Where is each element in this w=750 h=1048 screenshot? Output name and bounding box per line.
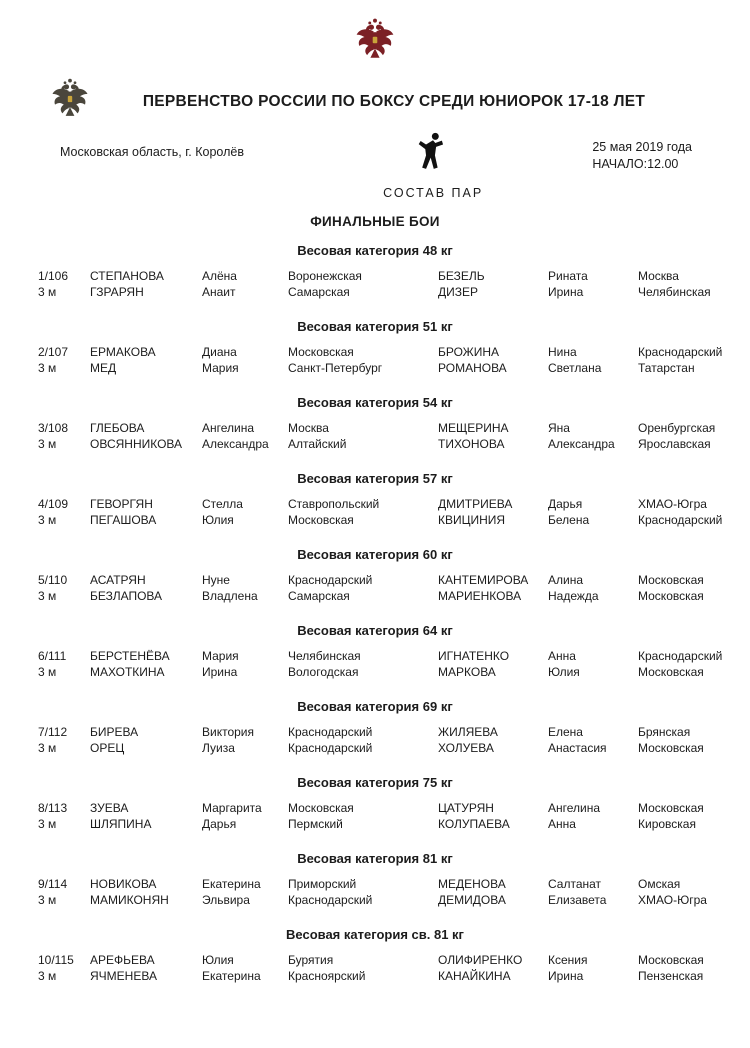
red-corner-region: Краснодарский [288, 893, 373, 907]
red-corner-region: Пермский [288, 817, 343, 831]
red-corner-region: Ставропольский [288, 497, 380, 511]
weight-category-title: Весовая категория 64 кг [297, 623, 453, 638]
categories-list [0, 241, 750, 984]
blue-corner-surname: ХОЛУЕВА [438, 741, 494, 755]
blue-corner-region: Московская [638, 573, 704, 587]
pair-row [0, 800, 750, 816]
title-row [0, 74, 750, 127]
red-corner-surname: ЕРМАКОВА [90, 345, 156, 359]
blue-corner-surname: ДИЗЕР [438, 285, 479, 299]
red-corner-firstname: Виктория [202, 725, 255, 739]
pair-row [0, 664, 750, 680]
blue-corner-firstname: Александра [548, 437, 615, 451]
bout-number: 9/114 [38, 877, 68, 891]
weight-category-title: Весовая категория 75 кг [297, 775, 453, 790]
pair-row [0, 952, 750, 968]
pair-row [0, 512, 750, 528]
blue-corner-firstname: Алина [548, 573, 584, 587]
red-corner-region: Москва [288, 421, 329, 435]
blue-corner-firstname: Анна [548, 649, 576, 663]
blue-corner-surname: КВИЦИНИЯ [438, 513, 506, 527]
category-rows [0, 344, 750, 376]
blue-corner-surname: ЦАТУРЯН [438, 801, 494, 815]
blue-corner-surname: ДЕМИДОВА [438, 893, 506, 907]
blue-corner-firstname: Анастасия [548, 741, 607, 755]
bout-number: 3 м [38, 893, 57, 907]
blue-corner-surname: ОЛИФИРЕНКО [438, 953, 523, 967]
blue-corner-firstname: Дарья [548, 497, 583, 511]
category-rows [0, 648, 750, 680]
red-corner-region: Московская [288, 513, 354, 527]
bout-number: 5/110 [38, 573, 68, 587]
bout-number: 3 м [38, 285, 57, 299]
blue-corner-surname: ИГНАТЕНКО [438, 649, 510, 663]
red-corner-firstname: Юлия [202, 953, 234, 967]
category-rows [0, 724, 750, 756]
weight-category-section [0, 243, 750, 300]
blue-corner-firstname: Елена [548, 725, 583, 739]
blue-corner-firstname: Ангелина [548, 801, 601, 815]
red-corner-region: Самарская [288, 285, 350, 299]
blue-corner-region: Краснодарский [638, 345, 723, 359]
red-corner-region: Бурятия [288, 953, 334, 967]
weight-category-title: Весовая категория 48 кг [297, 243, 453, 258]
blue-corner-region: Омская [638, 877, 681, 891]
blue-corner-region: Ярославская [638, 437, 711, 451]
bout-number: 3 м [38, 817, 57, 831]
weight-category-title: Весовая категория 57 кг [297, 471, 453, 486]
bout-number: 4/109 [38, 497, 69, 511]
bout-number: 3 м [38, 513, 57, 527]
bout-number: 3 м [38, 361, 57, 375]
red-corner-firstname: Луиза [202, 741, 235, 755]
blue-corner-region: Московская [638, 801, 704, 815]
blue-corner-surname: КАНАЙКИНА [438, 969, 511, 983]
weight-category-section [0, 623, 750, 680]
red-corner-surname: ОВСЯННИКОВА [90, 437, 183, 451]
blue-corner-region: Краснодарский [638, 649, 723, 663]
red-corner-surname: НОВИКОВА [90, 877, 157, 891]
weight-category-title: Весовая категория 69 кг [297, 699, 453, 714]
pair-row [0, 420, 750, 436]
red-corner-region: Краснодарский [288, 573, 373, 587]
red-corner-firstname: Диана [202, 345, 237, 359]
blue-corner-region: ХМАО-Югра [638, 497, 707, 511]
pair-row [0, 816, 750, 832]
red-corner-surname: ГЛЕБОВА [90, 421, 145, 435]
red-corner-region: Алтайский [288, 437, 347, 451]
blue-corner-region: Московская [638, 741, 704, 755]
red-corner-surname: ЯЧМЕНЕВА [90, 969, 157, 983]
red-corner-region: Краснодарский [288, 725, 373, 739]
document-title: ПЕРВЕНСТВО РОССИИ ПО БОКСУ СРЕДИ ЮНИОРОК 17-18 ЛЕТ [142, 92, 646, 110]
red-corner-surname: ПЕГАШОВА [90, 513, 157, 527]
red-corner-surname: АРЕФЬЕВА [90, 953, 155, 967]
weight-category-section [0, 471, 750, 528]
pair-row [0, 968, 750, 984]
bout-number: 3 м [38, 969, 57, 983]
blue-corner-firstname: Анна [548, 817, 576, 831]
weight-category-section [0, 319, 750, 376]
blue-corner-surname: БРОЖИНА [438, 345, 500, 359]
red-corner-surname: СТЕПАНОВА [90, 269, 164, 283]
date-block [592, 139, 692, 173]
weight-category-section [0, 699, 750, 756]
blue-corner-region: Краснодарский [638, 513, 723, 527]
pair-row [0, 892, 750, 908]
blue-corner-firstname: Нина [548, 345, 577, 359]
red-corner-region: Московская [288, 801, 354, 815]
pair-row [0, 876, 750, 892]
pair-row [0, 360, 750, 376]
weight-category-title: Весовая категория св. 81 кг [286, 927, 464, 942]
blue-corner-region: Брянская [638, 725, 691, 739]
red-corner-surname: ОРЕЦ [90, 741, 125, 755]
bout-number: 1/106 [38, 269, 69, 283]
pair-row [0, 268, 750, 284]
russian-coat-of-arms-icon [50, 76, 90, 127]
russian-coat-of-arms-icon [0, 0, 750, 74]
boxing-pictogram-icon [416, 131, 450, 180]
red-corner-firstname: Екатерина [202, 969, 261, 983]
weight-category-section [0, 775, 750, 832]
pair-row [0, 740, 750, 756]
red-corner-surname: ЗУЕВА [90, 801, 129, 815]
pair-row [0, 436, 750, 452]
blue-corner-region: ХМАО-Югра [638, 893, 707, 907]
blue-corner-surname: КАНТЕМИРОВА [438, 573, 529, 587]
red-corner-firstname: Юлия [202, 513, 234, 527]
red-corner-firstname: Владлена [202, 589, 258, 603]
blue-corner-firstname: Рината [548, 269, 588, 283]
bout-number: 3 м [38, 589, 57, 603]
blue-corner-firstname: Яна [548, 421, 570, 435]
bout-number: 3 м [38, 665, 57, 679]
red-corner-firstname: Нуне [202, 573, 230, 587]
bout-number: 2/107 [38, 345, 69, 359]
blue-corner-region: Москва [638, 269, 679, 283]
blue-corner-region: Татарстан [638, 361, 695, 375]
start-time: НАЧАЛО:12.00 [592, 157, 679, 171]
weight-category-section [0, 851, 750, 908]
red-corner-surname: БЕРСТЕНЁВА [90, 649, 170, 663]
blue-corner-region: Московская [638, 589, 704, 603]
pair-row [0, 344, 750, 360]
red-corner-region: Вологодская [288, 665, 359, 679]
event-date: 25 мая 2019 года [592, 140, 692, 154]
red-corner-region: Самарская [288, 589, 350, 603]
bout-number: 3/108 [38, 421, 69, 435]
blue-corner-surname: РОМАНОВА [438, 361, 507, 375]
red-corner-surname: БЕЗЛАПОВА [90, 589, 163, 603]
red-corner-firstname: Маргарита [202, 801, 262, 815]
red-corner-firstname: Мария [202, 361, 239, 375]
weight-category-title: Весовая категория 60 кг [297, 547, 453, 562]
weight-category-section [0, 927, 750, 984]
red-corner-region: Санкт-Петербург [288, 361, 383, 375]
red-corner-region: Краснодарский [288, 741, 373, 755]
blue-corner-firstname: Салтанат [548, 877, 602, 891]
pair-row [0, 724, 750, 740]
bout-number: 3 м [38, 437, 57, 451]
bout-number: 3 м [38, 741, 57, 755]
pair-row [0, 284, 750, 300]
pairs-heading: СОСТАВ ПАР [383, 186, 484, 200]
bout-number: 8/113 [38, 801, 68, 815]
pair-row [0, 496, 750, 512]
red-corner-surname: ШЛЯПИНА [90, 817, 152, 831]
blue-corner-firstname: Ирина [548, 285, 584, 299]
blue-corner-firstname: Юлия [548, 665, 580, 679]
blue-corner-region: Пензенская [638, 969, 704, 983]
event-location: Московская область, г. Королёв [60, 145, 244, 159]
blue-corner-firstname: Ирина [548, 969, 584, 983]
red-corner-firstname: Александра [202, 437, 269, 451]
red-corner-surname: ГЕВОРГЯН [90, 497, 153, 511]
blue-corner-surname: МЕЩЕРИНА [438, 421, 509, 435]
blue-corner-surname: МАРКОВА [438, 665, 496, 679]
red-corner-surname: МЕД [90, 361, 117, 375]
red-corner-region: Московская [288, 345, 354, 359]
category-rows [0, 876, 750, 908]
bout-number: 10/115 [38, 953, 74, 967]
weight-category-title: Весовая категория 51 кг [297, 319, 453, 334]
weight-category-title: Весовая категория 81 кг [297, 851, 453, 866]
red-corner-firstname: Дарья [202, 817, 237, 831]
blue-corner-surname: ДМИТРИЕВА [438, 497, 513, 511]
category-rows [0, 268, 750, 300]
pair-row [0, 588, 750, 604]
category-rows [0, 952, 750, 984]
red-corner-region: Красноярский [288, 969, 366, 983]
blue-corner-firstname: Светлана [548, 361, 602, 375]
red-corner-surname: ГЗРАРЯН [90, 285, 144, 299]
red-corner-firstname: Анаит [202, 285, 236, 299]
red-corner-surname: МАМИКОНЯН [90, 893, 169, 907]
red-corner-firstname: Ирина [202, 665, 238, 679]
blue-corner-surname: ЖИЛЯЕВА [438, 725, 498, 739]
blue-corner-region: Кировская [638, 817, 696, 831]
red-corner-region: Челябинская [288, 649, 361, 663]
red-corner-firstname: Эльвира [202, 893, 250, 907]
weight-category-section [0, 395, 750, 452]
red-corner-firstname: Алёна [202, 269, 237, 283]
blue-corner-surname: БЕЗЕЛЬ [438, 269, 485, 283]
weight-category-title: Весовая категория 54 кг [297, 395, 453, 410]
red-corner-surname: БИРЕВА [90, 725, 139, 739]
blue-corner-region: Челябинская [638, 285, 711, 299]
bout-number: 6/111 [38, 649, 67, 663]
red-corner-surname: МАХОТКИНА [90, 665, 165, 679]
blue-corner-firstname: Надежда [548, 589, 599, 603]
blue-corner-region: Московская [638, 953, 704, 967]
blue-corner-region: Московская [638, 665, 704, 679]
red-corner-firstname: Ангелина [202, 421, 255, 435]
blue-corner-firstname: Белена [548, 513, 590, 527]
red-corner-firstname: Мария [202, 649, 239, 663]
blue-corner-surname: ТИХОНОВА [438, 437, 505, 451]
category-rows [0, 800, 750, 832]
red-corner-region: Воронежская [288, 269, 362, 283]
blue-corner-surname: КОЛУПАЕВА [438, 817, 510, 831]
finals-heading: ФИНАЛЬНЫЕ БОИ [310, 214, 440, 229]
blue-corner-surname: МАРИЕНКОВА [438, 589, 522, 603]
red-corner-firstname: Стелла [202, 497, 243, 511]
category-rows [0, 496, 750, 528]
pair-row [0, 572, 750, 588]
red-corner-surname: АСАТРЯН [90, 573, 146, 587]
blue-corner-firstname: Елизавета [548, 893, 607, 907]
pair-row [0, 648, 750, 664]
red-corner-region: Приморский [288, 877, 357, 891]
center-column [383, 131, 483, 200]
category-rows [0, 572, 750, 604]
blue-corner-firstname: Ксения [548, 953, 588, 967]
red-corner-firstname: Екатерина [202, 877, 261, 891]
weight-category-section [0, 547, 750, 604]
bout-number: 7/112 [38, 725, 68, 739]
blue-corner-surname: МЕДЕНОВА [438, 877, 506, 891]
info-row [0, 127, 750, 200]
blue-corner-region: Оренбургская [638, 421, 716, 435]
category-rows [0, 420, 750, 452]
